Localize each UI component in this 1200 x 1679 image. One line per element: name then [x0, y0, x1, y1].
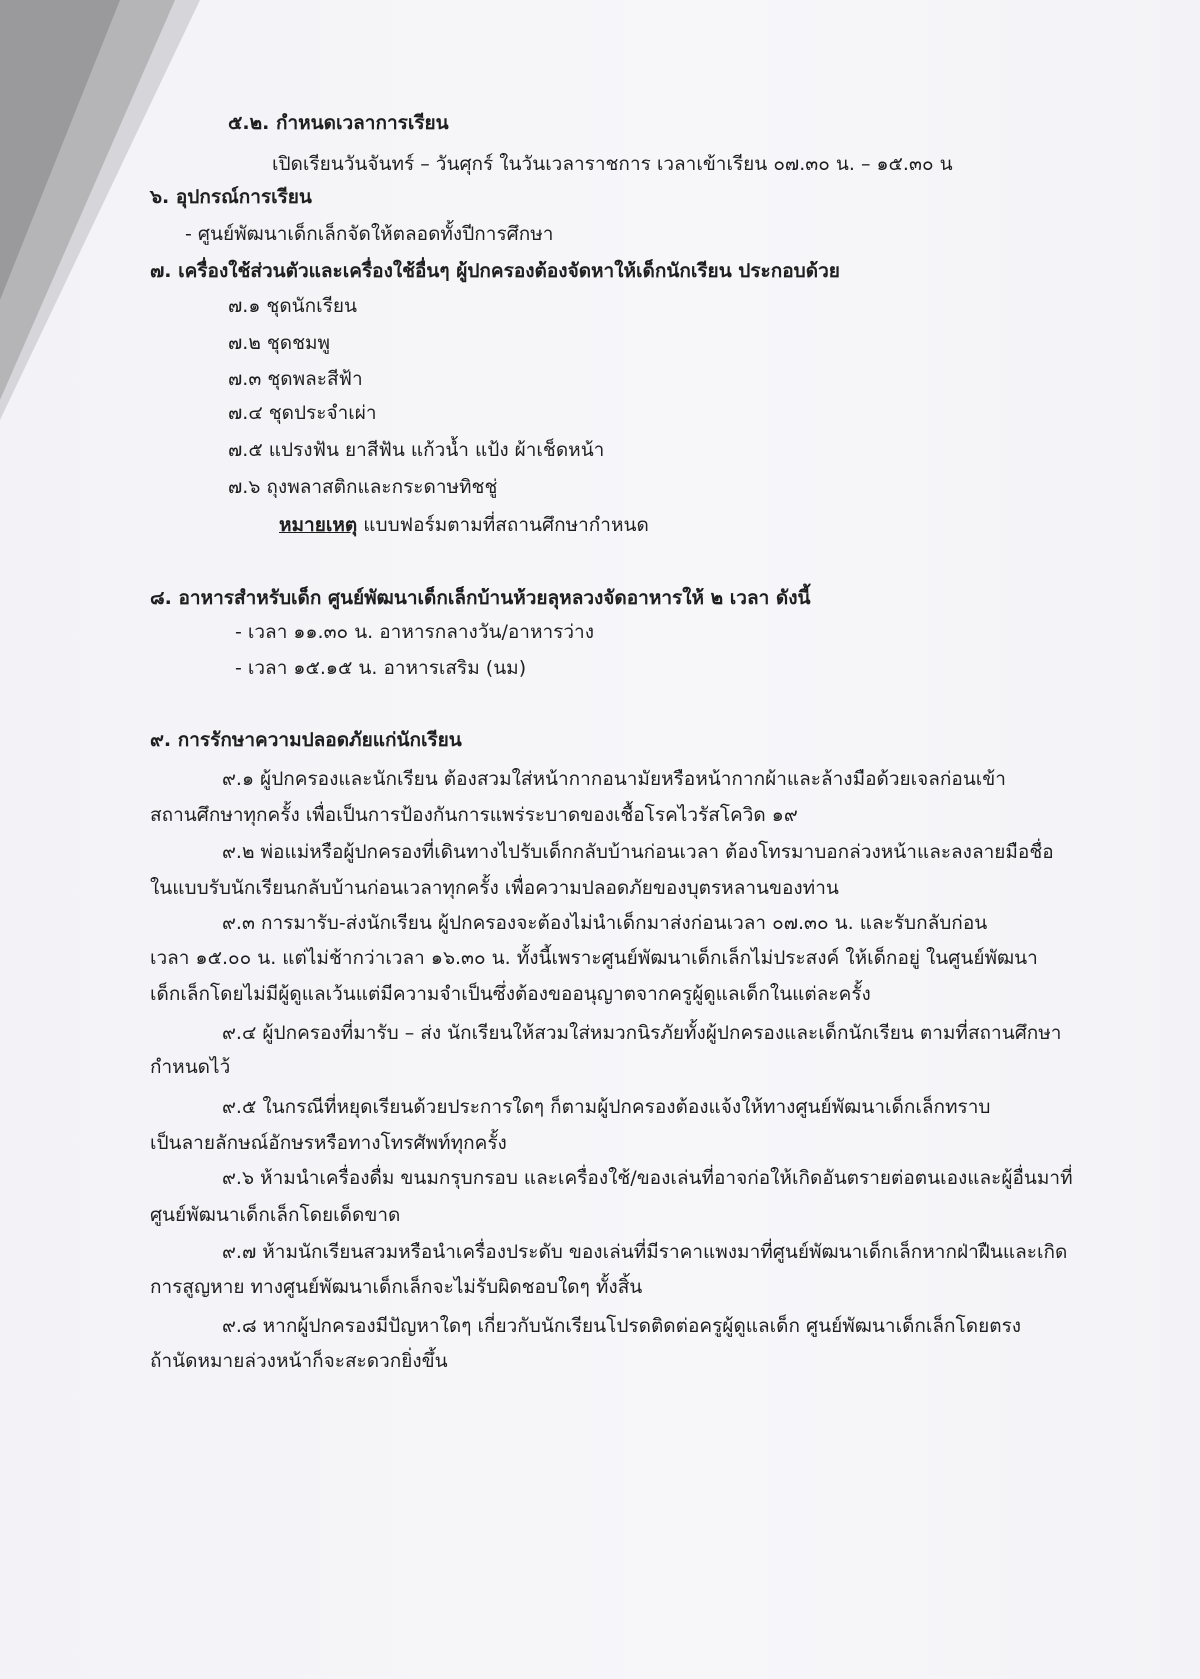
section-9-line: ในแบบรับนักเรียนกลับบ้านก่อนเวลาทุกครั้ง เพื่อความปลอดภัยของบุตรหลานของท่าน [150, 877, 839, 899]
section-7-item: ๗.๖ ถุงพลาสติกและกระดาษทิชชู่ [228, 476, 498, 498]
section-9-line: ๙.๖ ห้ามนำเครื่องดื่ม ขนมกรุบกรอบ และเครื่องใช้/ของเล่นที่อาจก่อให้เกิดอันตรายต่อตนเองและผู้อื่นมาที่ [222, 1167, 1073, 1189]
section-9-line: ๙.๑ ผู้ปกครองและนักเรียน ต้องสวมใส่หน้ากากอนามัยหรือหน้ากากผ้าและล้างมือด้วยเจลก่อนเข้า [222, 768, 1006, 790]
section-9-line: ๙.๘ หากผู้ปกครองมีปัญหาใดๆ เกี่ยวกับนักเรียนโปรดติดต่อครูผู้ดูแลเด็ก ศูนย์พัฒนาเด็กเล็กโดยตรง [222, 1315, 1022, 1337]
section-9-line: ศูนย์พัฒนาเด็กเล็กโดยเด็ดขาด [150, 1204, 401, 1226]
section-9-line: ๙.๓ การมารับ-ส่งนักเรียน ผู้ปกครองจะต้องไม่นำเด็กมาส่งก่อนเวลา ๐๗.๓๐ น. และรับกลับก่อน [222, 912, 988, 934]
section-8-item: - เวลา ๑๕.๑๕ น. อาหารเสริม (นม) [235, 657, 527, 679]
section-7-item: ๗.๒ ชุดชมพู [228, 332, 331, 354]
note-text: แบบฟอร์มตามที่สถานศึกษากำหนด [357, 514, 649, 536]
section-9-line: กำหนดไว้ [150, 1056, 231, 1078]
section-9-line: ถ้านัดหมายล่วงหน้าก็จะสะดวกยิ่งขึ้น [150, 1350, 448, 1372]
section-9-line: ๙.๗ ห้ามนักเรียนสวมหรือนำเครื่องประดับ ของเล่นที่มีราคาแพงมาที่ศูนย์พัฒนาเด็กเล็กหากฝ่าฝืนและเกิด [222, 1241, 1068, 1263]
section-6-heading: ๖. อุปกรณ์การเรียน [150, 186, 312, 208]
section-7-item: ๗.๑ ชุดนักเรียน [228, 295, 357, 317]
section-5-2-heading: ๕.๒. กำหนดเวลาการเรียน [228, 112, 449, 134]
section-8-item: - เวลา ๑๑.๓๐ น. อาหารกลางวัน/อาหารว่าง [235, 621, 594, 643]
section-9-line: การสูญหาย ทางศูนย์พัฒนาเด็กเล็กจะไม่รับผิดชอบใดๆ ทั้งสิ้น [150, 1276, 643, 1298]
section-9-line: เป็นลายลักษณ์อักษรหรือทางโทรศัพท์ทุกครั้ง [150, 1132, 507, 1154]
section-9-line: ๙.๔ ผู้ปกครองที่มารับ – ส่ง นักเรียนให้สวมใส่หมวกนิรภัยทั้งผู้ปกครองและเด็กนักเรียน ตามที่สถานศึกษา [222, 1022, 1062, 1044]
section-7-heading: ๗. เครื่องใช้ส่วนตัวและเครื่องใช้อื่นๆ ผู้ปกครองต้องจัดหาให้เด็กนักเรียน ประกอบด้วย [150, 260, 840, 282]
section-6-item: - ศูนย์พัฒนาเด็กเล็กจัดให้ตลอดทั้งปีการศึกษา [185, 223, 554, 245]
section-9-line: ๙.๕ ในกรณีที่หยุดเรียนด้วยประการใดๆ ก็ตามผู้ปกครองต้องแจ้งให้ทางศูนย์พัฒนาเด็กเล็กทราบ [222, 1096, 991, 1118]
folded-corner-edge [0, 0, 120, 300]
section-7-item: ๗.๓ ชุดพละสีฟ้า [228, 368, 363, 390]
section-9-line: ๙.๒ พ่อแม่หรือผู้ปกครองที่เดินทางไปรับเด็กกลับบ้านก่อนเวลา ต้องโทรมาบอกล่วงหน้าและลงลายมือชื่อ [222, 841, 1054, 863]
section-9-line: เด็กเล็กโดยไม่มีผู้ดูแลเว้นแต่มีความจำเป็นซึ่งต้องขออนุญาตจากครูผู้ดูแลเด็กในแต่ละครั้ง [150, 983, 871, 1005]
section-7-item: ๗.๔ ชุดประจำเผ่า [228, 402, 377, 424]
section-5-2-text: เปิดเรียนวันจันทร์ – วันศุกร์ ในวันเวลาราชการ เวลาเข้าเรียน ๐๗.๓๐ น. – ๑๕.๓๐ น [272, 153, 953, 175]
section-9-line: เวลา ๑๕.๐๐ น. แต่ไม่ช้ากว่าเวลา ๑๖.๓๐ น. ทั้งนี้เพราะศูนย์พัฒนาเด็กเล็กไม่ประสงค์ ให้เด็กอยู่ ในศูนย์พัฒนา [150, 947, 1038, 969]
section-9-line: สถานศึกษาทุกครั้ง เพื่อเป็นการป้องกันการแพร่ระบาดของเชื้อโรคไวรัสโควิด ๑๙ [150, 804, 798, 826]
section-8-heading: ๘. อาหารสำหรับเด็ก ศูนย์พัฒนาเด็กเล็กบ้านห้วยลุหลวงจัดอาหารให้ ๒ เวลา ดังนี้ [150, 587, 811, 609]
section-7-note [279, 513, 649, 537]
section-9-heading: ๙. การรักษาความปลอดภัยแก่นักเรียน [150, 729, 462, 751]
section-7-item: ๗.๕ แปรงฟัน ยาสีฟัน แก้วน้ำ แป้ง ผ้าเช็ดหน้า [228, 439, 605, 461]
note-label: หมายเหตุ [279, 514, 358, 536]
